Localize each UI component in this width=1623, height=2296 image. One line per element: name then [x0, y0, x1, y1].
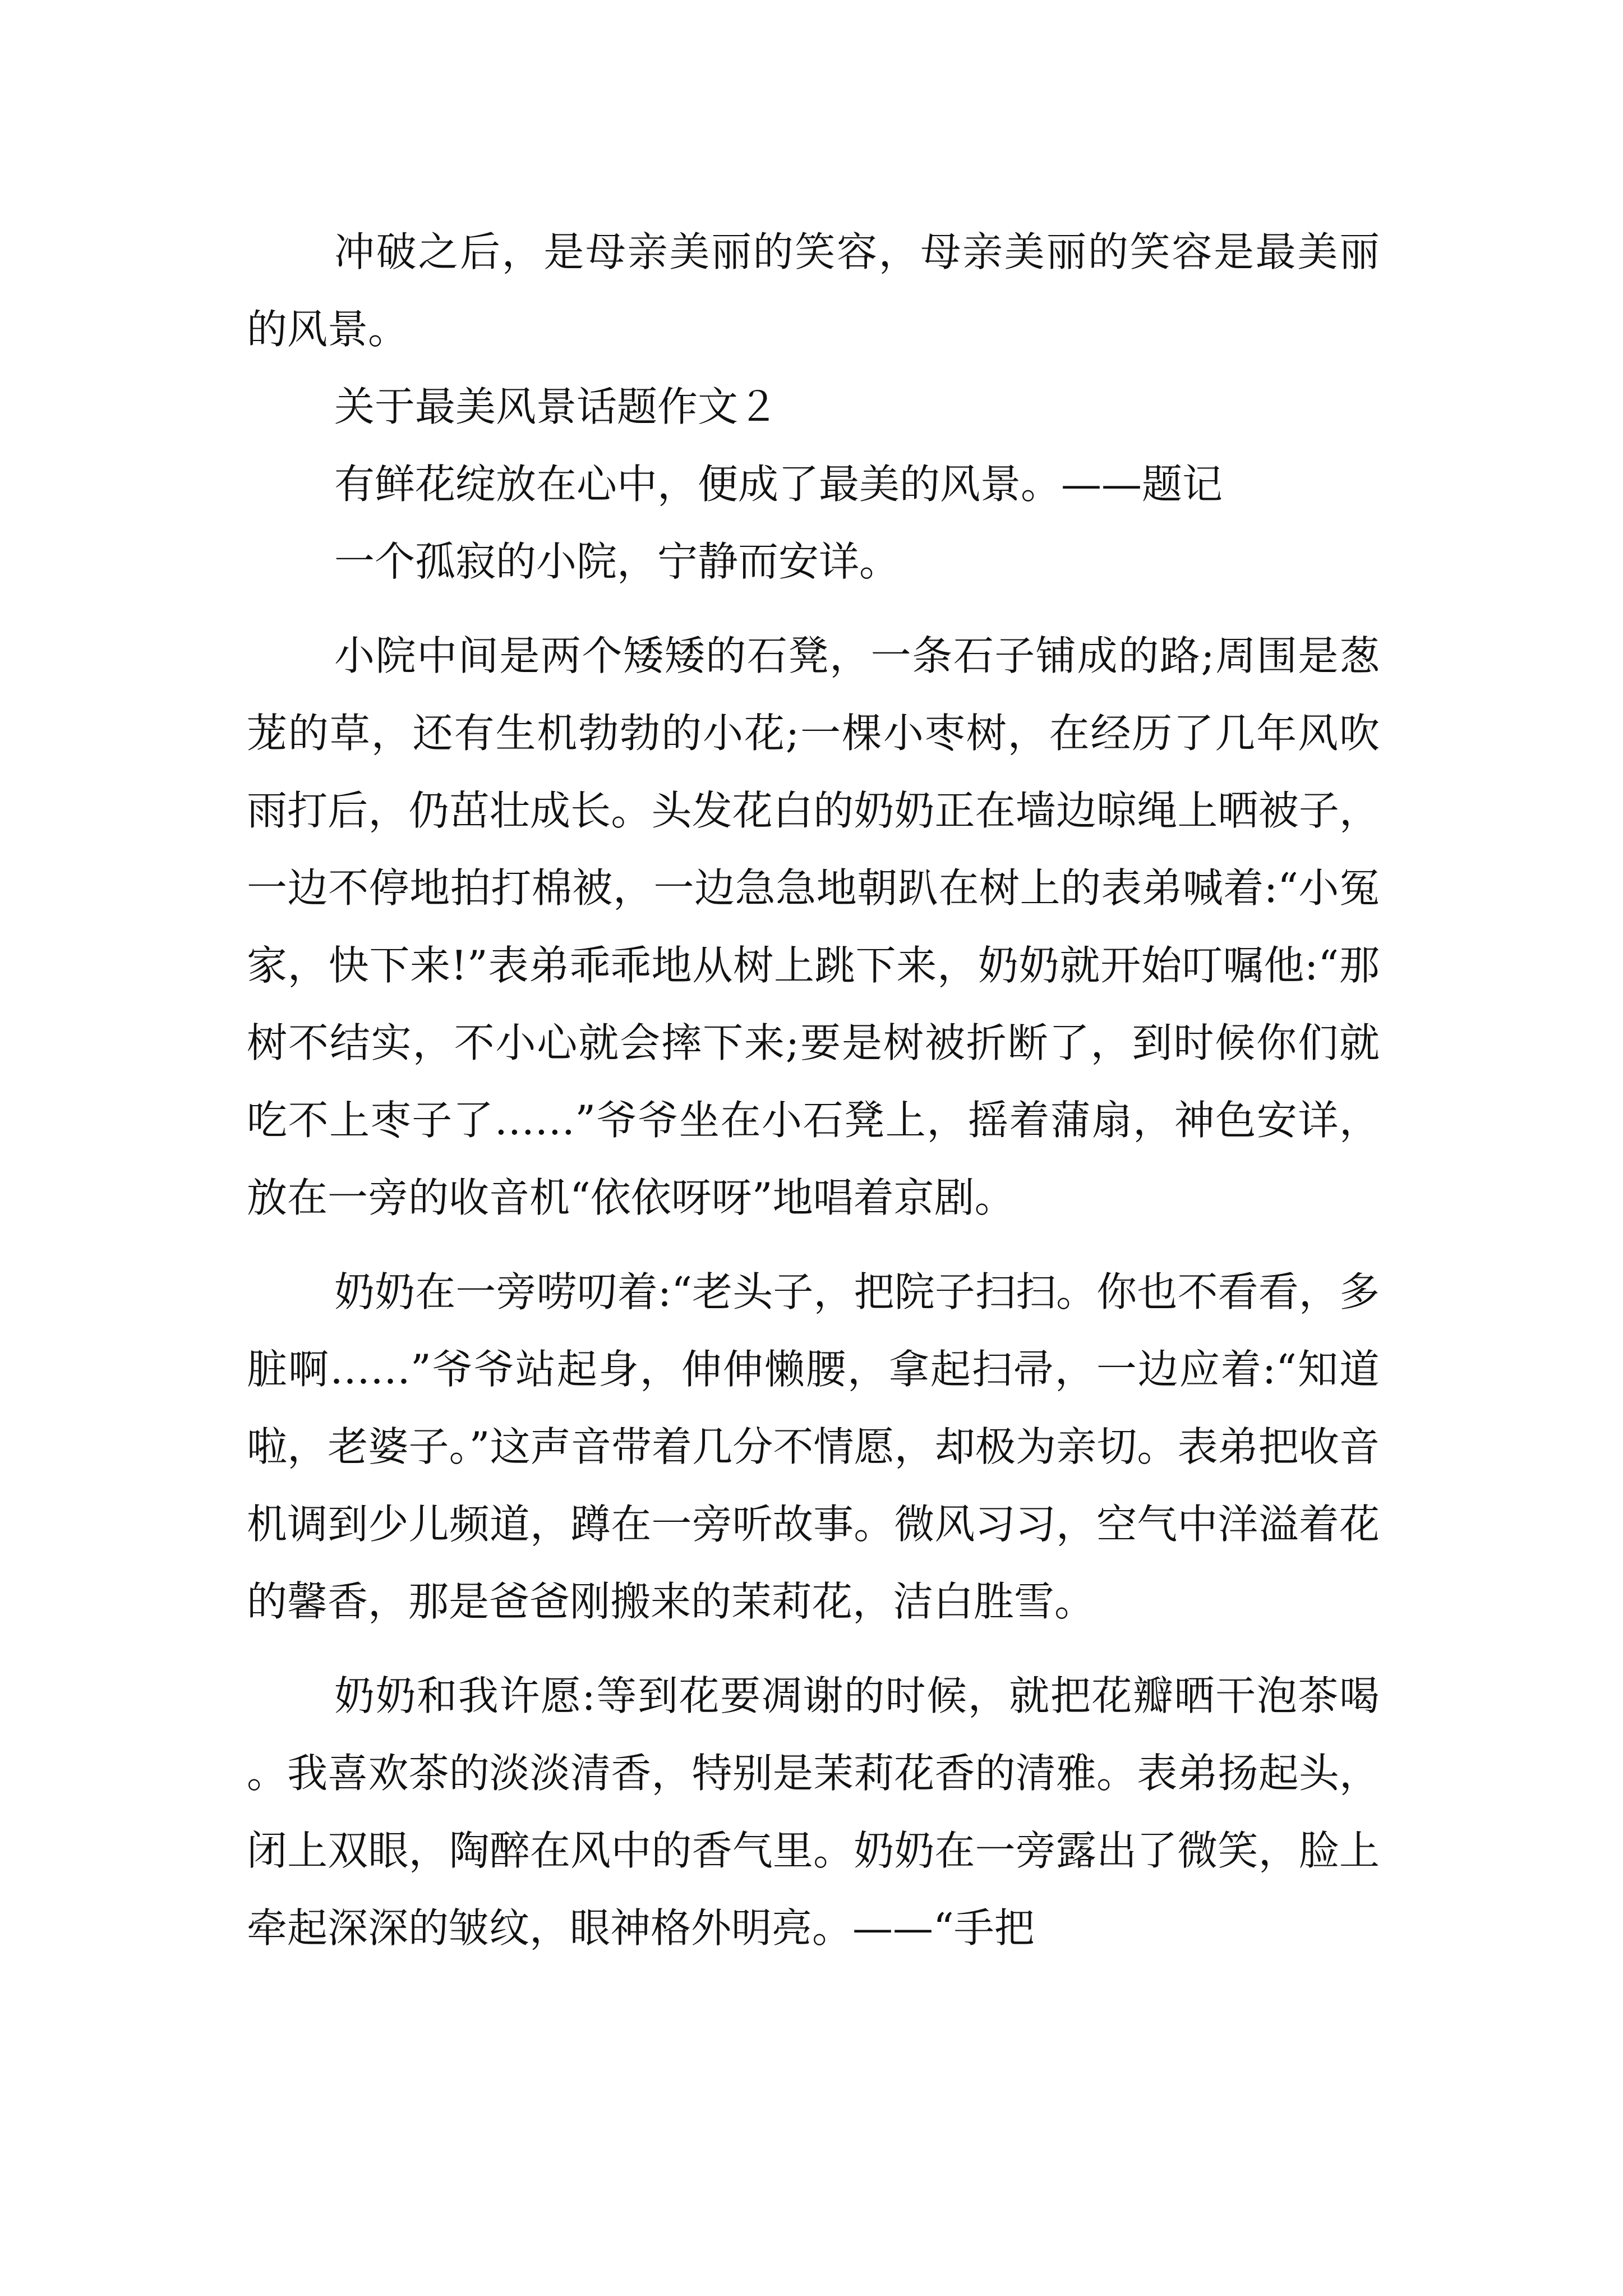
document-body	[247, 213, 1380, 1967]
essay-title: 关于最美风景话题作文２	[334, 383, 779, 430]
paragraph-closing-line: 冲破之后，是母亲美丽的笑容，母亲美丽的笑容是最美丽的风景。	[247, 228, 1380, 353]
epigraph: 有鲜花绽放在心中，便成了最美的风景。——题记	[334, 461, 1223, 508]
paragraph-grandma-nagging: 奶奶在一旁唠叨着:“老头子，把院子扫扫。你也不看看，多脏啊……”爷爷站起身，伸伸懒腰，拿起扫帚，一边应着:“知道啦，老婆子。”这声音带着几分不情愿，却极为亲切。表弟把收音机调到少儿频道，蹲在一旁听故事。微风习习，空气中洋溢着花的馨香，那是爸爸刚搬来的茉莉花，洁白胜雪。	[247, 1268, 1380, 1625]
paragraph-intro: 一个孤寂的小院，宁静而安详。	[334, 538, 900, 585]
paragraph-courtyard: 小院中间是两个矮矮的石凳，一条石子铺成的路;周围是葱茏的草，还有生机勃勃的小花;一棵小枣树，在经历了几年风吹雨打后，仍茁壮成长。头发花白的奶奶正在墙边晾绳上晒被子，一边不停地拍打棉被，一边急急地朝趴在树上的表弟喊着:“小冤家，快下来!”表弟乖乖地从树上跳下来，奶奶就开始叮嘱他:“那树不结实，不小心就会摔下来;要是树被折断了，到时候你们就吃不上枣子了……”爷爷坐在小石凳上，摇着蒲扇，神色安详，放在一旁的收音机“依依呀呀”地唱着京剧。	[247, 632, 1380, 1221]
paragraph-jasmine-tea: 奶奶和我许愿:等到花要凋谢的时候，就把花瓣晒干泡茶喝。我喜欢茶的淡淡清香，特别是茉莉花香的清雅。表弟扬起头，闭上双眼，陶醉在风中的香气里。奶奶在一旁露出了微笑，脸上牵起深深的皱纹，眼神格外明亮。——“手把	[247, 1672, 1380, 1952]
